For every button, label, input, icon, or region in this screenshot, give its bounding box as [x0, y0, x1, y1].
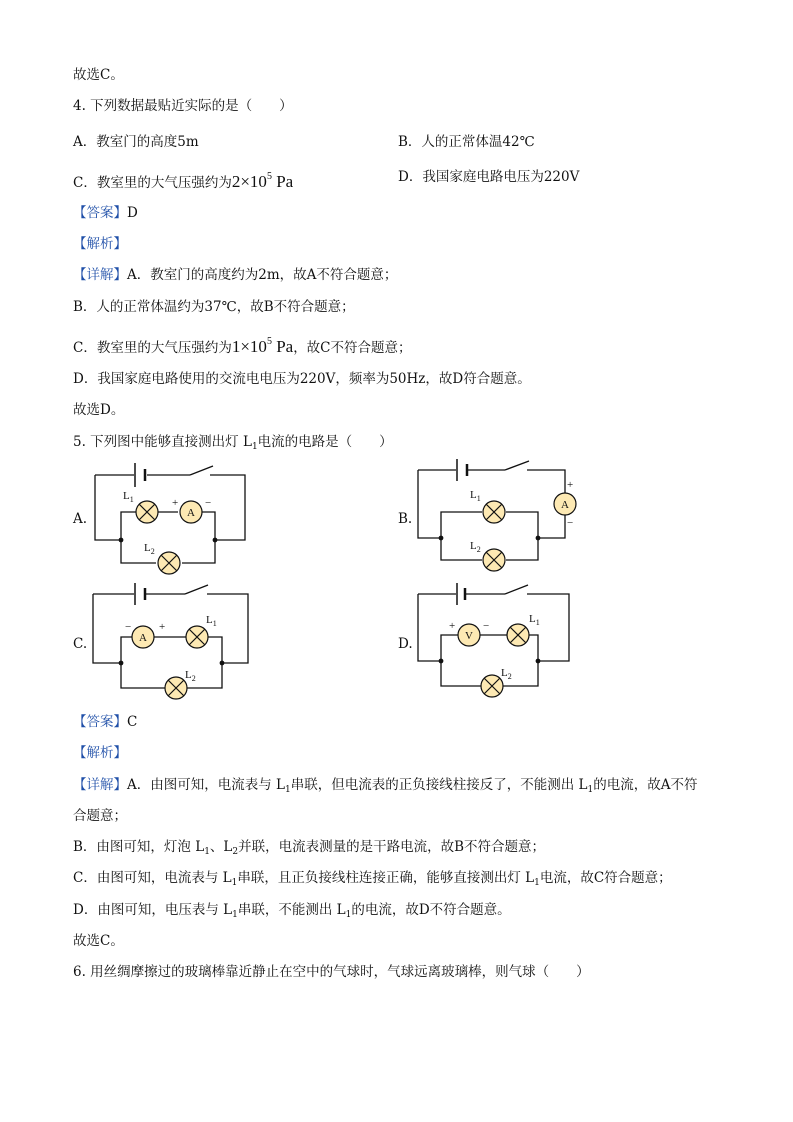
lamp-l1 [507, 624, 529, 646]
minus-sign: − [125, 621, 132, 633]
q4-detail-1: 【详解】A．教室门的高度约为2m，故A不符合题意； [73, 267, 398, 283]
minus-sign: − [567, 517, 574, 529]
svg-text:A: A [187, 507, 195, 519]
circuit-diagram-a [88, 455, 258, 580]
q4-detail-3-formula: $1\times 10^5$ Pa [231, 336, 294, 356]
q3-conclusion: 故选C。 [73, 67, 124, 83]
answer-tag: 【答案】 [73, 205, 127, 221]
lamp-l2-label: $L_2$ [144, 542, 155, 556]
plus-sign: + [159, 621, 166, 633]
circuit-d-label: D. [398, 636, 413, 652]
lamp-l2-label: $L_2$ [185, 669, 196, 683]
ammeter-a [180, 501, 202, 523]
q4-analysis-tag: 【解析】 [73, 236, 127, 252]
lamp-l2-label: $L_2$ [470, 540, 481, 554]
svg-text:V: V [465, 630, 473, 642]
q4-option-c-formula: $2\times 10^5$ Pa [231, 171, 294, 191]
answer-value: C [127, 714, 138, 730]
plus-sign: + [449, 620, 456, 632]
lamp-l1-label: $L_1$ [206, 614, 217, 628]
q4-option-d: D．我国家庭电路电压为220V [398, 169, 580, 185]
lamp-l1 [483, 501, 505, 523]
lamp-l1-label: $L_1$ [470, 489, 481, 503]
circuit-diagram-c [88, 582, 258, 707]
answer-tag: 【答案】 [73, 714, 127, 730]
detail-tag: 【详解】 [73, 267, 127, 283]
lamp-l1-label: $L_1$ [529, 613, 540, 627]
minus-sign: − [483, 620, 490, 632]
q5-answer [73, 713, 137, 731]
answer-value: D [127, 205, 138, 221]
q5-stem: 5. 下列图中能够直接测出灯 $L_1$电流的电路是（ ） [73, 434, 393, 452]
q4-detail-2: B．人的正常体温约为37℃，故B不符合题意； [73, 299, 355, 315]
svg-text:A: A [561, 499, 569, 511]
q5-detail-4: D．由图可知，电压表与 $L_1$串联，不能测出 $L_1$的电流，故D不符合题意。 [73, 902, 511, 920]
plus-sign: + [172, 497, 179, 509]
lamp-l2-label: $L_2$ [501, 667, 512, 681]
q5-detail-3: C．由图可知，电流表与 $L_1$串联，且正负接线柱连接正确，能够直接测出灯 $L_1$电流，故C符合题意； [73, 870, 672, 888]
detail-tag: 【详解】 [73, 777, 127, 793]
minus-sign: − [205, 497, 212, 509]
q4-option-a: A．教室门的高度5m [73, 134, 199, 150]
voltmeter-v [458, 624, 480, 646]
q6-stem: 6. 用丝绸摩擦过的玻璃棒靠近静止在空中的气球时，气球远离玻璃棒，则气球（ ） [73, 964, 590, 980]
q4-option-c-text: C．教室里的大气压强约为 [73, 175, 232, 191]
q4-conclusion: 故选D。 [73, 402, 125, 418]
q4-answer [73, 204, 138, 222]
circuit-b-label: B. [398, 511, 413, 527]
q4-detail-3: C．教室里的大气压强约为$1\times 10^5$ Pa，故C不符合题意； [73, 336, 412, 356]
circuit-a-label: A. [73, 511, 88, 527]
q5-detail-2: B．由图可知，灯泡 $L_1$、$L_2$并联，电流表测量的是干路电流，故B不符合题意； [73, 839, 546, 857]
q4-stem: 4. 下列数据最贴近实际的是（ ） [73, 98, 293, 114]
q5-detail-1: 【详解】A．由图可知，电流表与 $L_1$串联，但电流表的正负接线柱接反了，不能测出 $L_1$的电流，故A不符 [73, 777, 698, 795]
circuit-c-label: C. [73, 636, 88, 652]
lamp-l1 [136, 501, 158, 523]
q4-option-b: B．人的正常体温42℃ [398, 134, 535, 150]
circuit-diagram-d [413, 582, 583, 707]
q5-analysis-tag: 【解析】 [73, 745, 127, 761]
lamp-l2 [483, 549, 505, 571]
lamp-l1-label: $L_1$ [123, 490, 134, 504]
ammeter-b [554, 493, 576, 515]
lamp-l2 [158, 552, 180, 574]
plus-sign: + [567, 479, 574, 491]
q5-conclusion: 故选C。 [73, 933, 124, 949]
lamp-l2 [481, 675, 503, 697]
q4-detail-4: D．我国家庭电路使用的交流电电压为220V，频率为50Hz，故D符合题意。 [73, 371, 531, 387]
svg-text:A: A [139, 632, 147, 644]
lamp-l1 [186, 626, 208, 648]
circuit-diagram-b [413, 455, 588, 580]
lamp-l2 [165, 677, 187, 699]
ammeter-c [132, 626, 154, 648]
q5-detail-1-cont: 合题意； [73, 808, 127, 824]
q4-option-c [73, 168, 293, 192]
